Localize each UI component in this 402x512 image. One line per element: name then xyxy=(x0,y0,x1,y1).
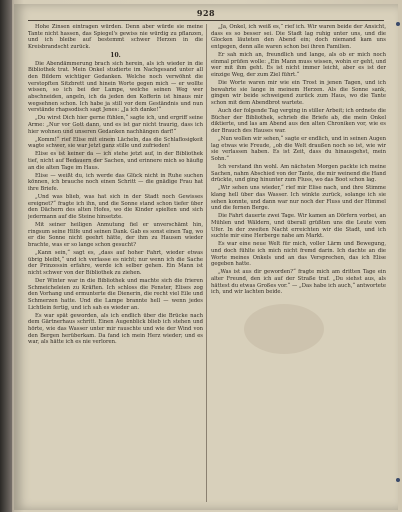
paragraph: Ich verstand ihn wohl. Am nächsten Morgen packte ich meine Sachen, nahm Abschied von der Tante, die mir weinend die Hand drückte, und ging hinunter zum Fluss, wo das Boot schon lag. xyxy=(211,164,386,184)
paragraph: „Komm!“ rief Elise mit einem Lächeln, das die Schlaflosigkeit wagte schwer, sie war jetzt ganz stille und zufrieden! xyxy=(28,136,203,150)
paragraph: Elise — weißt du, ich werde das Glück nicht in Ruhe suchen können, ich brauche noch einen Schritt — die gnädige Frau hat ihre Briefe. xyxy=(28,172,203,192)
paragraph: Es war spät geworden, als ich endlich über die Brücke nach dem Gärtnerhaus schritt. Einen Augenblick blieb ich stehen und hörte, wie das Wasser unter mir rauschte und wie der Wind von den Bergen herüberkam. Da fand ich mein Herz wieder; und es war, als hätte ich es nie verloren. xyxy=(28,312,203,346)
ink-mark xyxy=(396,22,400,26)
paragraph: Hohe Zinsen eintragen würden. Denn aber würde sie meine Tante nicht hassen, das Spiegel's gewiss nie würdig zu pflanzen, und ich bleibe auf bestemmt schwer Herzen in die Kreisbrandscht zurück. xyxy=(28,24,203,51)
book-gutter xyxy=(0,0,12,512)
paragraph: Der Winter war in die Bibliothek und machte sich die frieren Schmeicheleien zu Kräften. Ich schloss die Fenster, Elises zog den Vorhang und ermunterte die Dienerin, die recht viel Eile und Schmerzen hatte. Und die Lampe brannte hell — wenn jedes Lichtlein fertig, und ich sah es wieder an. xyxy=(28,277,203,311)
header-rule xyxy=(28,20,384,21)
paragraph: „Nun wollen wir sehen,“ sagte er endlich, und in seinen Augen lag etwas wie Freude, „ob die Welt draußen noch so ist, wie wir sie verlassen haben. Es ist Zeit, dass du hinausgehst, mein Sohn.“ xyxy=(211,136,386,163)
section-number: 10. xyxy=(110,51,121,59)
paragraph: Es war eine neue Welt für mich, voller Lärm und Bewegung, und doch fühlte ich mich nicht fremd darin. Ich dachte an die Worte meines Onkels und an das Versprechen, das ich Elise gegeben hatte. xyxy=(211,241,386,268)
paragraph: „Ja, Onkel, ich weiß es,“ rief ich. Wir waren beide der Ansicht, dass es so besser sei. Die Stadt lag ruhig unter uns, und die Glocken läuteten den Abend ein; doch niemand kam uns entgegen, denn alle waren schon bei ihren Familien. xyxy=(211,24,386,51)
ink-mark xyxy=(396,478,400,482)
book-page xyxy=(14,4,398,510)
paragraph: „Und was blieb, was hat sich in der Stadt noch Gewisses ereignet?“ fragte ich ihn, und die Sonne stand schon tiefer über den Dächern des alten Hofes, wo die Kinder spielten und sich jedermann auf die Steine hinsetzte. xyxy=(28,193,203,220)
paragraph: Er sah mich an, freundlich und lange, als ob er mich noch einmal prüfen wolle: „Ein Mann muss wissen, wohin er geht, und wer mit ihm geht. Es ist nicht immer leicht, aber es ist der einzige Weg, der zum Ziel führt.“ xyxy=(211,52,386,79)
paragraph: „Du wirst Dich hier gerne fühlen,“ sagte ich, und ergriff seine Arme: „Nur vor Gott dann, und es ist gar nicht traurig, dass ich hier wohnen und unseren Gedanken nachhängen darf!“ xyxy=(28,115,203,135)
paragraph: „Wir sehen uns wieder,“ rief mir Elise nach, und ihre Stimme klang hell über das Wasser. Ich winkte zurück, solange ich sie sehen konnte, und dann war nur noch der Fluss und der Himmel und die fernen Berge. xyxy=(211,185,386,212)
right-column xyxy=(211,24,386,504)
page-number: 928 xyxy=(196,8,216,18)
left-column xyxy=(28,24,203,504)
paragraph: Die Abendämmerung brach sich herein, als ich wieder in die Bibliothek trat. Mein Onkel studierte im Nachgesand unter all den Bildern wichtiger Gedanken. Welche noch verwöhnt die verstopften Sitzbrett und hinein Worte gegen mich — er wollte wissen, so ich bei der Lampe, welche seinen Weg wer abschneiden, angeln, ich da jeden den Kofferin ist hinaus mir wegsehnen schon. Ich habe ja still vor dem Geständnis und nun verstände rhapsodisch sagt Jenes: „Ja ich danke!“ xyxy=(28,60,203,114)
paragraph: „Kann sein,“ sagt es, „dass auf hoher Fahrt, wieder etwas übrig bleibt,“ und ich verlasse es nicht; nur wenn ich die Sache der Prinzessin erfahre, werde ich selber gehen. Ein Mann ist nicht schwer von der Bibliothek zu ziehen. xyxy=(28,249,203,276)
paragraph: Auch der folgende Tag verging in stiller Arbeit; ich ordnete die Bücher der Bibliothek, schrieb die Briefe ab, die mein Onkel diktierte, und las am Abend aus den alten Chroniken vor, wie es der Brauch des Hauses war. xyxy=(211,108,386,135)
paragraph: „Was ist aus dir geworden?“ fragte mich am dritten Tage ein alter Freund, den ich auf der Straße traf. „Du siehst aus, als hättest du etwas Großes vor.“ — „Das habe ich auch,“ antwortete ich, und wir lachten beide. xyxy=(211,269,386,296)
column-divider xyxy=(206,24,207,502)
paragraph: Die Fahrt dauerte zwei Tage. Wir kamen an Dörfern vorbei, an Mühlen und Wäldern, und überall grüßten uns die Leute vom Ufer. In der zweiten Nacht erreichten wir die Stadt, und ich suchte mir eine Herberge nahe am Markt. xyxy=(211,213,386,240)
paragraph: Mit seiner heiligen Anmutung fiel er unverschämt hin, ringsum seine Hilfe und seinen Dank. Gab es sonst einen Tag, wo er die Sonne nicht geehrt hätte, der ihm zu Hausen wieder brachte, was er so lange schon gesucht? xyxy=(28,221,203,248)
paragraph: Elise es ist keiner da — ich stehe jetzt auf, in der Bibliothek tief, nicht auf Bedauern der Sachen, und erinnere mich so häufig an die alten Tage im Haus. xyxy=(28,151,203,171)
paragraph: Die Worte waren mir wie ein Trost in jenen Tagen, und ich bewahrte sie lange in meinem Herzen. Als die Sonne sank, gingen wir beide schweigend zurück zum Haus, wo die Tante schon mit dem Abendbrot wartete. xyxy=(211,80,386,107)
